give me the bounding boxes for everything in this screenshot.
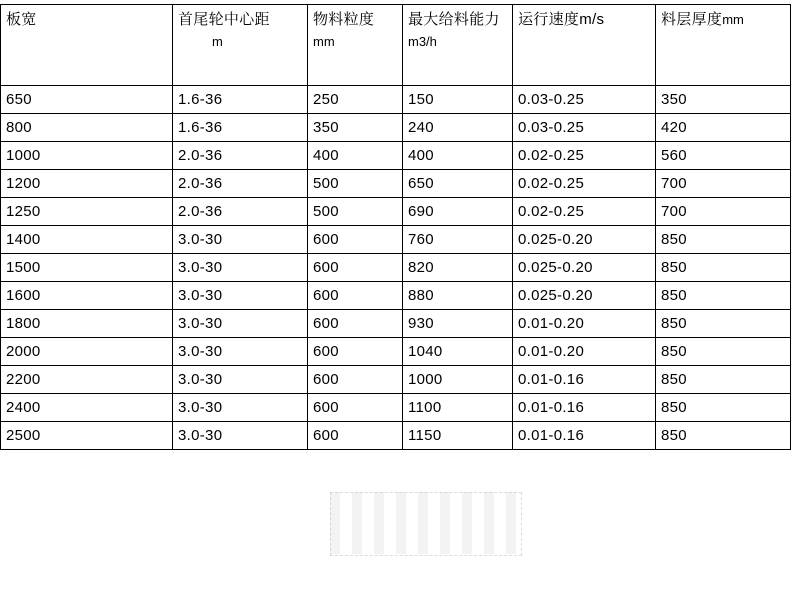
cell-layer-thickness: 560 bbox=[656, 142, 791, 170]
cell-max-feed-capacity: 1100 bbox=[403, 394, 513, 422]
cell-running-speed: 0.025-0.20 bbox=[513, 282, 656, 310]
cell-running-speed: 0.01-0.16 bbox=[513, 394, 656, 422]
cell-material-size: 350 bbox=[308, 114, 403, 142]
cell-plate-width: 1250 bbox=[1, 198, 173, 226]
header-unit: mm bbox=[313, 34, 335, 49]
cell-material-size: 600 bbox=[308, 282, 403, 310]
cell-center-distance: 1.6-36 bbox=[173, 114, 308, 142]
cell-max-feed-capacity: 930 bbox=[403, 310, 513, 338]
cell-material-size: 600 bbox=[308, 394, 403, 422]
cell-plate-width: 2000 bbox=[1, 338, 173, 366]
cell-material-size: 600 bbox=[308, 310, 403, 338]
cell-running-speed: 0.01-0.20 bbox=[513, 338, 656, 366]
cell-running-speed: 0.03-0.25 bbox=[513, 86, 656, 114]
header-label: 料层厚度 bbox=[661, 11, 723, 28]
header-cell-material-size bbox=[308, 5, 403, 86]
cell-layer-thickness: 850 bbox=[656, 310, 791, 338]
cell-running-speed: 0.025-0.20 bbox=[513, 254, 656, 282]
cell-layer-thickness: 850 bbox=[656, 422, 791, 450]
header-label: 运行速度m/s bbox=[518, 11, 605, 28]
header-cell-center-distance bbox=[173, 5, 308, 86]
table-row bbox=[1, 310, 791, 338]
cell-plate-width: 1500 bbox=[1, 254, 173, 282]
cell-layer-thickness: 850 bbox=[656, 282, 791, 310]
cell-max-feed-capacity: 1000 bbox=[403, 366, 513, 394]
cell-layer-thickness: 700 bbox=[656, 170, 791, 198]
cell-layer-thickness: 350 bbox=[656, 86, 791, 114]
cell-plate-width: 2500 bbox=[1, 422, 173, 450]
cell-plate-width: 2200 bbox=[1, 366, 173, 394]
table-row bbox=[1, 226, 791, 254]
cell-max-feed-capacity: 1150 bbox=[403, 422, 513, 450]
cell-max-feed-capacity: 880 bbox=[403, 282, 513, 310]
cell-layer-thickness: 850 bbox=[656, 394, 791, 422]
header-label: 板宽 bbox=[6, 11, 37, 28]
cell-layer-thickness: 850 bbox=[656, 366, 791, 394]
cell-max-feed-capacity: 760 bbox=[403, 226, 513, 254]
cell-center-distance: 1.6-36 bbox=[173, 86, 308, 114]
table-row bbox=[1, 282, 791, 310]
cell-center-distance: 3.0-30 bbox=[173, 422, 308, 450]
header-unit: m bbox=[212, 34, 223, 49]
cell-center-distance: 2.0-36 bbox=[173, 170, 308, 198]
cell-max-feed-capacity: 820 bbox=[403, 254, 513, 282]
cell-running-speed: 0.01-0.16 bbox=[513, 366, 656, 394]
table-row bbox=[1, 86, 791, 114]
cell-material-size: 250 bbox=[308, 86, 403, 114]
cell-center-distance: 3.0-30 bbox=[173, 226, 308, 254]
cell-plate-width: 2400 bbox=[1, 394, 173, 422]
cell-layer-thickness: 850 bbox=[656, 254, 791, 282]
cell-running-speed: 0.01-0.16 bbox=[513, 422, 656, 450]
cell-center-distance: 3.0-30 bbox=[173, 366, 308, 394]
header-cell-layer-thickness bbox=[656, 5, 791, 86]
table-row bbox=[1, 254, 791, 282]
header-unit: m3/h bbox=[408, 34, 437, 49]
cell-plate-width: 1200 bbox=[1, 170, 173, 198]
cell-material-size: 600 bbox=[308, 254, 403, 282]
watermark-artifact-border bbox=[330, 492, 522, 556]
cell-plate-width: 1400 bbox=[1, 226, 173, 254]
cell-max-feed-capacity: 150 bbox=[403, 86, 513, 114]
header-cell-max-feed-capacity bbox=[403, 5, 513, 86]
cell-center-distance: 2.0-36 bbox=[173, 198, 308, 226]
cell-plate-width: 650 bbox=[1, 86, 173, 114]
cell-material-size: 600 bbox=[308, 338, 403, 366]
cell-center-distance: 3.0-30 bbox=[173, 338, 308, 366]
table-header-row bbox=[1, 5, 791, 86]
cell-max-feed-capacity: 690 bbox=[403, 198, 513, 226]
cell-material-size: 600 bbox=[308, 226, 403, 254]
header-cell-running-speed bbox=[513, 5, 656, 86]
cell-max-feed-capacity: 400 bbox=[403, 142, 513, 170]
header-cell-plate-width bbox=[1, 5, 173, 86]
cell-max-feed-capacity: 240 bbox=[403, 114, 513, 142]
table-row bbox=[1, 366, 791, 394]
header-label: 物料粒度 bbox=[313, 11, 375, 28]
cell-max-feed-capacity: 650 bbox=[403, 170, 513, 198]
cell-layer-thickness: 420 bbox=[656, 114, 791, 142]
cell-center-distance: 3.0-30 bbox=[173, 310, 308, 338]
table-row bbox=[1, 198, 791, 226]
watermark-artifact bbox=[330, 492, 520, 554]
cell-max-feed-capacity: 1040 bbox=[403, 338, 513, 366]
header-label: 最大给料能力 bbox=[408, 11, 500, 28]
cell-running-speed: 0.025-0.20 bbox=[513, 226, 656, 254]
cell-material-size: 600 bbox=[308, 366, 403, 394]
cell-layer-thickness: 850 bbox=[656, 338, 791, 366]
cell-center-distance: 3.0-30 bbox=[173, 254, 308, 282]
table-row bbox=[1, 338, 791, 366]
cell-material-size: 500 bbox=[308, 198, 403, 226]
cell-plate-width: 1800 bbox=[1, 310, 173, 338]
cell-plate-width: 800 bbox=[1, 114, 173, 142]
cell-plate-width: 1600 bbox=[1, 282, 173, 310]
specification-table bbox=[0, 4, 791, 450]
cell-running-speed: 0.02-0.25 bbox=[513, 170, 656, 198]
table-row bbox=[1, 142, 791, 170]
cell-running-speed: 0.01-0.20 bbox=[513, 310, 656, 338]
cell-layer-thickness: 850 bbox=[656, 226, 791, 254]
cell-material-size: 600 bbox=[308, 422, 403, 450]
cell-plate-width: 1000 bbox=[1, 142, 173, 170]
cell-center-distance: 3.0-30 bbox=[173, 394, 308, 422]
cell-center-distance: 3.0-30 bbox=[173, 282, 308, 310]
cell-material-size: 400 bbox=[308, 142, 403, 170]
cell-layer-thickness: 700 bbox=[656, 198, 791, 226]
header-label: 首尾轮中心距 bbox=[178, 11, 270, 28]
table-row bbox=[1, 114, 791, 142]
cell-running-speed: 0.02-0.25 bbox=[513, 198, 656, 226]
cell-running-speed: 0.03-0.25 bbox=[513, 114, 656, 142]
cell-center-distance: 2.0-36 bbox=[173, 142, 308, 170]
table-row bbox=[1, 170, 791, 198]
cell-running-speed: 0.02-0.25 bbox=[513, 142, 656, 170]
cell-material-size: 500 bbox=[308, 170, 403, 198]
header-unit: mm bbox=[722, 12, 744, 27]
table-row bbox=[1, 394, 791, 422]
table-row bbox=[1, 422, 791, 450]
